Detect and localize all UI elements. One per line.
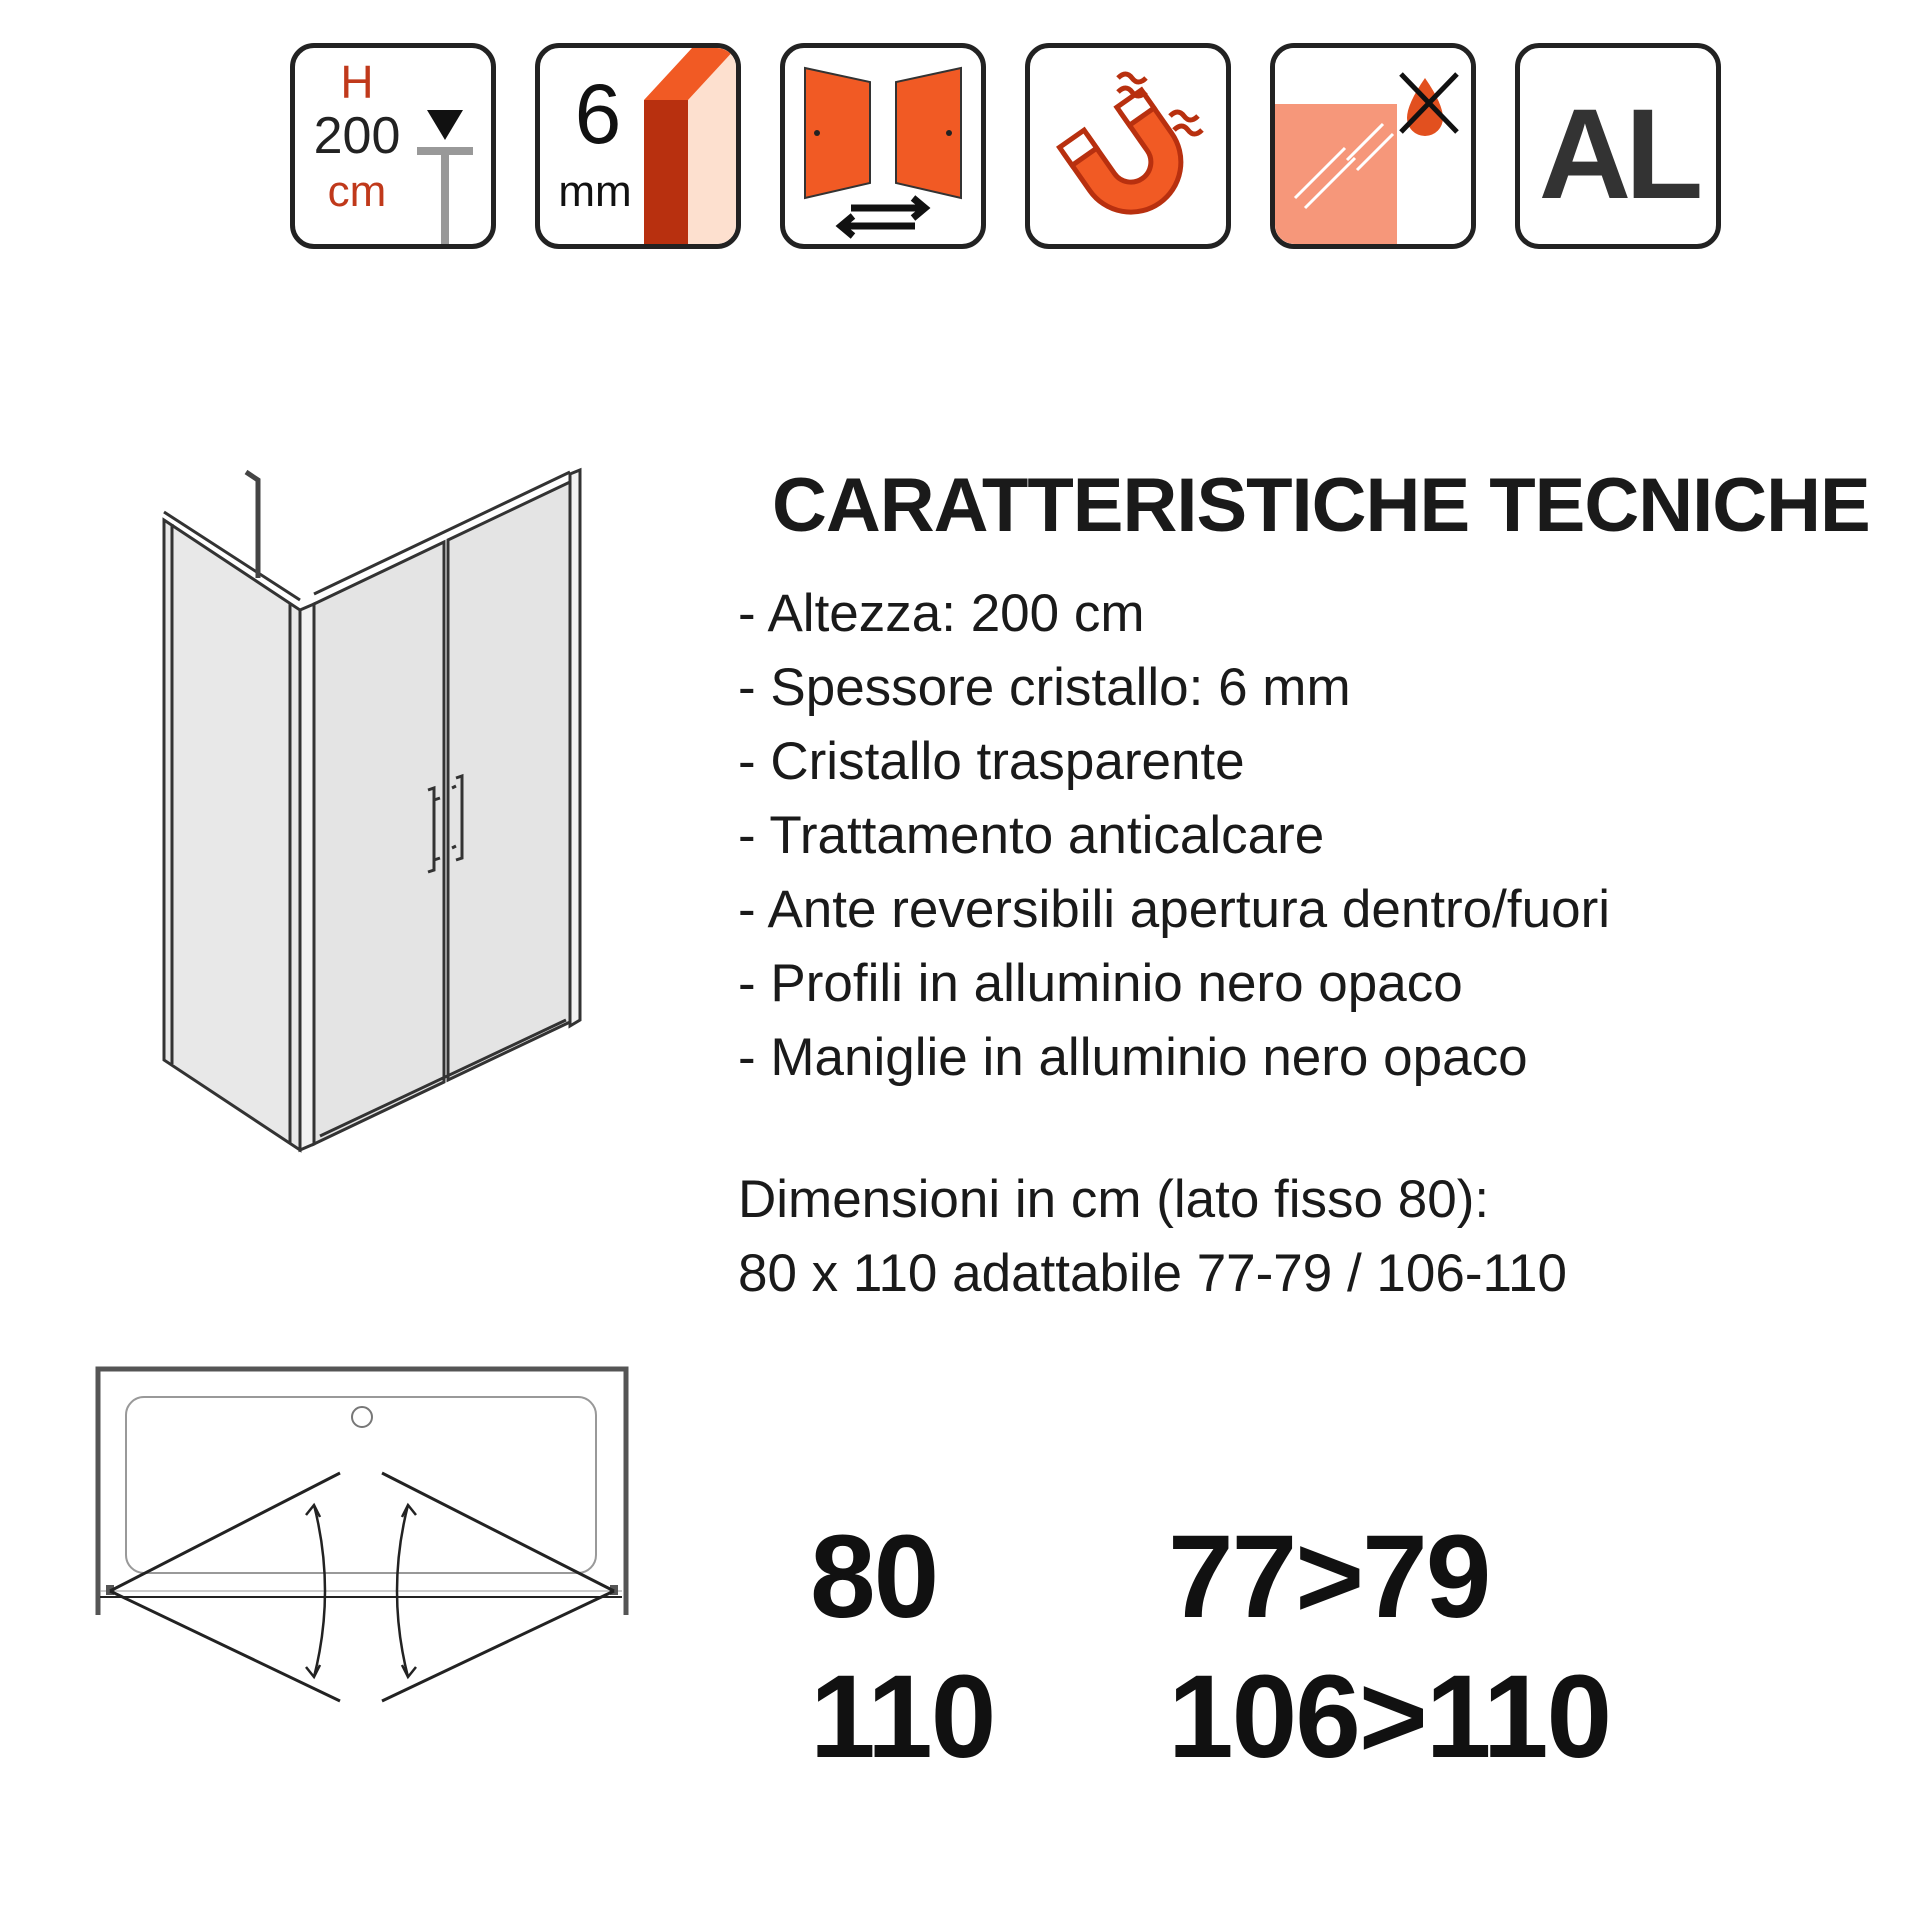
height-icon-value: 200 <box>313 107 401 165</box>
height-icon-unit: cm <box>327 167 387 216</box>
size-range-1: 77>79 <box>1168 1511 1490 1643</box>
spec-item-glass-thickness: - Spessore cristallo: 6 mm <box>738 658 1351 717</box>
spec-item-height: - Altezza: 200 cm <box>738 584 1145 643</box>
dimensions-line: 80 x 110 adattabile 77-79 / 106-110 <box>738 1244 1568 1303</box>
aluminium-icon <box>1515 43 1721 249</box>
spec-item-handles: - Maniglie in alluminio nero opaco <box>738 1028 1528 1087</box>
aluminium-icon-label: AL <box>1538 83 1698 226</box>
dimensions-heading: Dimensioni in cm (lato fisso 80): <box>738 1170 1490 1229</box>
size-nominal-2: 110 <box>810 1651 995 1783</box>
size-range-2: 106>110 <box>1168 1651 1611 1783</box>
height-icon-h: H <box>340 56 374 108</box>
glass-thickness-unit: mm <box>558 167 632 216</box>
specs-list <box>738 577 1610 1095</box>
spec-item-doors: - Ante reversibili apertura dentro/fuori <box>738 880 1610 939</box>
spec-item-glass-type: - Cristallo trasparente <box>738 732 1245 791</box>
plan-view-drawing <box>90 1355 650 1715</box>
reversible-doors-icon <box>780 43 986 249</box>
shower-enclosure-drawing <box>150 460 590 1160</box>
specs-title: CARATTERISTICHE TECNICHE <box>772 463 1870 548</box>
dimensions-block <box>738 1163 1567 1311</box>
spec-item-profiles: - Profili in alluminio nero opaco <box>738 954 1463 1013</box>
anti-limescale-icon <box>1270 43 1476 249</box>
glass-thickness-value: 6 <box>574 67 622 161</box>
magnetic-closure-icon <box>1025 43 1231 249</box>
feature-icons-row <box>290 43 1724 253</box>
size-nominal-1: 80 <box>810 1511 938 1643</box>
glass-thickness-icon <box>535 43 741 249</box>
height-icon <box>290 43 496 249</box>
spec-item-treatment: - Trattamento anticalcare <box>738 806 1325 865</box>
